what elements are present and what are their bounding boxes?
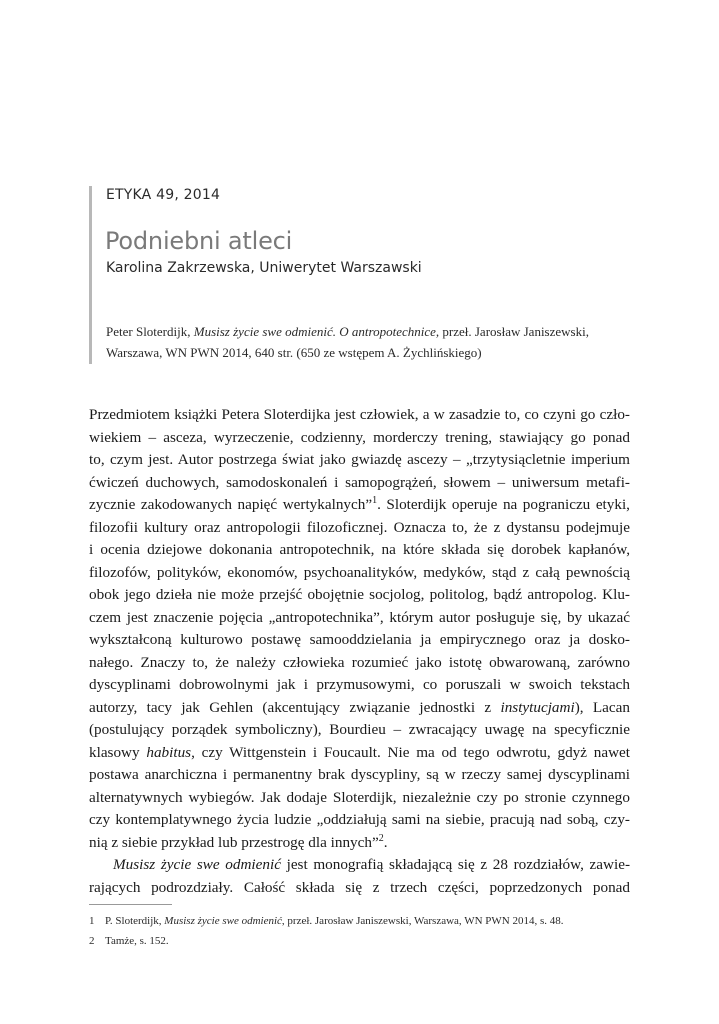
- footnote-italic: Musisz życie swe odmienić: [164, 915, 282, 927]
- citation-author: Peter Sloterdijk,: [106, 324, 194, 339]
- body-line: [89, 494, 630, 517]
- body-line: to, czym jest. Autor postrzega świat jako gwiazdę ascezy – „trzytysiącletnie imperium: [89, 451, 630, 468]
- body-text-segment: jest monografią składającą się z 28 rozdziałów, zawie-: [280, 856, 631, 873]
- footnote-text: , przeł. Jarosław Janiszewski, Warszawa, WN PWN 2014, s. 48.: [281, 915, 564, 927]
- footnote-text: Tamże, s. 152.: [105, 935, 169, 947]
- body-italic-term: instytucjami: [500, 698, 575, 716]
- citation-book-title: Musisz życie swe odmienić. O antropotechnice,: [193, 324, 440, 339]
- body-line: [89, 697, 630, 720]
- body-line: czem jest znaczenie pojęcia „antropotechnika”, którym autor posługuje się, by ukazać: [89, 608, 630, 626]
- body-line: (postulujący porządek symboliczny), Bourdieu – zwracający uwagę na specyficznie: [89, 721, 630, 738]
- citation-publisher: Warszawa, WN PWN 2014, 640 str. (650 ze wstępem A. Żychlińskiego): [106, 345, 482, 360]
- journal-issue: ETYKA 49, 2014: [106, 187, 221, 203]
- body-line: obok jego dzieła nie może przejść obojętnie socjolog, politolog, bądź antropolog. Klu-: [89, 586, 630, 603]
- footnote-2: [89, 931, 649, 951]
- body-line: wykształconą kulturowo postawę samooddzielania ja empirycznego oraz ja dosko-: [89, 631, 630, 648]
- body-text-segment: ), Lacan: [574, 698, 631, 716]
- footnote-divider: [89, 904, 172, 905]
- body-text-segment: .: [383, 833, 388, 851]
- body-line: i ocenia dziejowe dokonania antropotechnik, na które składa się dorobek kapłanów,: [89, 541, 630, 558]
- footnote-ref-1[interactable]: 1: [372, 494, 378, 506]
- footnote-ref-2[interactable]: 2: [378, 832, 384, 844]
- footnote-number: 1: [89, 915, 95, 927]
- footnote-1: [89, 911, 649, 931]
- body-line: filozofów, polityków, ekonomów, psychoanalityków, medyków, stąd z całą pewnością: [89, 563, 630, 581]
- body-line: alternatywnych wybiegów. Jak dodaje Sloterdijk, niezależnie czy po stronie czynnego: [89, 788, 630, 806]
- footnote-text: P. Sloterdijk,: [105, 915, 165, 927]
- body-line: dyscyplinami dobrowolnymi jak i przymusowymi, co poruszali w swoich tekstach: [89, 676, 630, 693]
- article-author: Karolina Zakrzewska, Uniwerytet Warszawski: [106, 260, 422, 276]
- article-body: [89, 404, 630, 899]
- body-line: nałego. Znaczy to, że należy człowieka rozumieć jako istotę obwarowaną, zarówno: [89, 653, 630, 671]
- article-title: Podniebni atleci: [105, 227, 293, 255]
- footnotes: [89, 911, 649, 951]
- left-accent-bar: [89, 186, 92, 364]
- body-line: rających podrozdziały. Całość składa się z trzech części, poprzedzonych ponad: [89, 878, 630, 896]
- body-line: [89, 832, 630, 855]
- body-text-segment: nią z siebie przykład lub przestrogę dla innych”: [89, 833, 379, 851]
- citation-details: przeł. Jarosław Janiszewski,: [439, 324, 589, 339]
- body-line: filozofii kultury oraz antropologii filozoficznej. Oznacza to, że z dystansu podejmuje: [89, 518, 630, 536]
- body-text-segment: . Sloterdijk operuje na pograniczu etyki,: [377, 496, 630, 513]
- body-line: ćwiczeń duchowych, samodoskonaleń i samopogrążeń, słowem – uniwersum metafi-: [89, 473, 630, 491]
- body-line: wiekiem – asceza, wyrzeczenie, codzienny, morderczy trening, stawiający go ponad: [89, 428, 630, 446]
- body-text-segment: , czy Wittgenstein i Foucault. Nie ma od tego odwrotu, gdyż nawet: [191, 743, 630, 761]
- body-text-segment: klasowy: [89, 743, 147, 761]
- body-text-segment: autorzy, tacy jak Gehlen (akcentujący związanie jednostki z: [89, 698, 501, 716]
- body-line: Przedmiotem książki Petera Sloterdijka jest człowiek, a w zasadzie to, co czyni go czło-: [89, 406, 630, 423]
- body-text-segment: zycznie zakodowanych napięć wertykalnych”: [89, 496, 373, 513]
- body-line: czy kontemplatywnego życia ludzie „oddziałują sami na siebie, pracują nad sobą, czy-: [89, 811, 630, 828]
- body-line: [89, 854, 630, 877]
- body-italic-term: Musisz życie swe odmienić: [113, 856, 281, 873]
- body-line: postawa anarchiczna i permanentny brak dyscypliny, są w rzeczy samej dyscyplinami: [89, 766, 630, 783]
- body-line: [89, 742, 630, 765]
- book-citation: [106, 321, 626, 363]
- footnote-number: 2: [89, 935, 95, 947]
- body-italic-term: habitus: [146, 743, 192, 761]
